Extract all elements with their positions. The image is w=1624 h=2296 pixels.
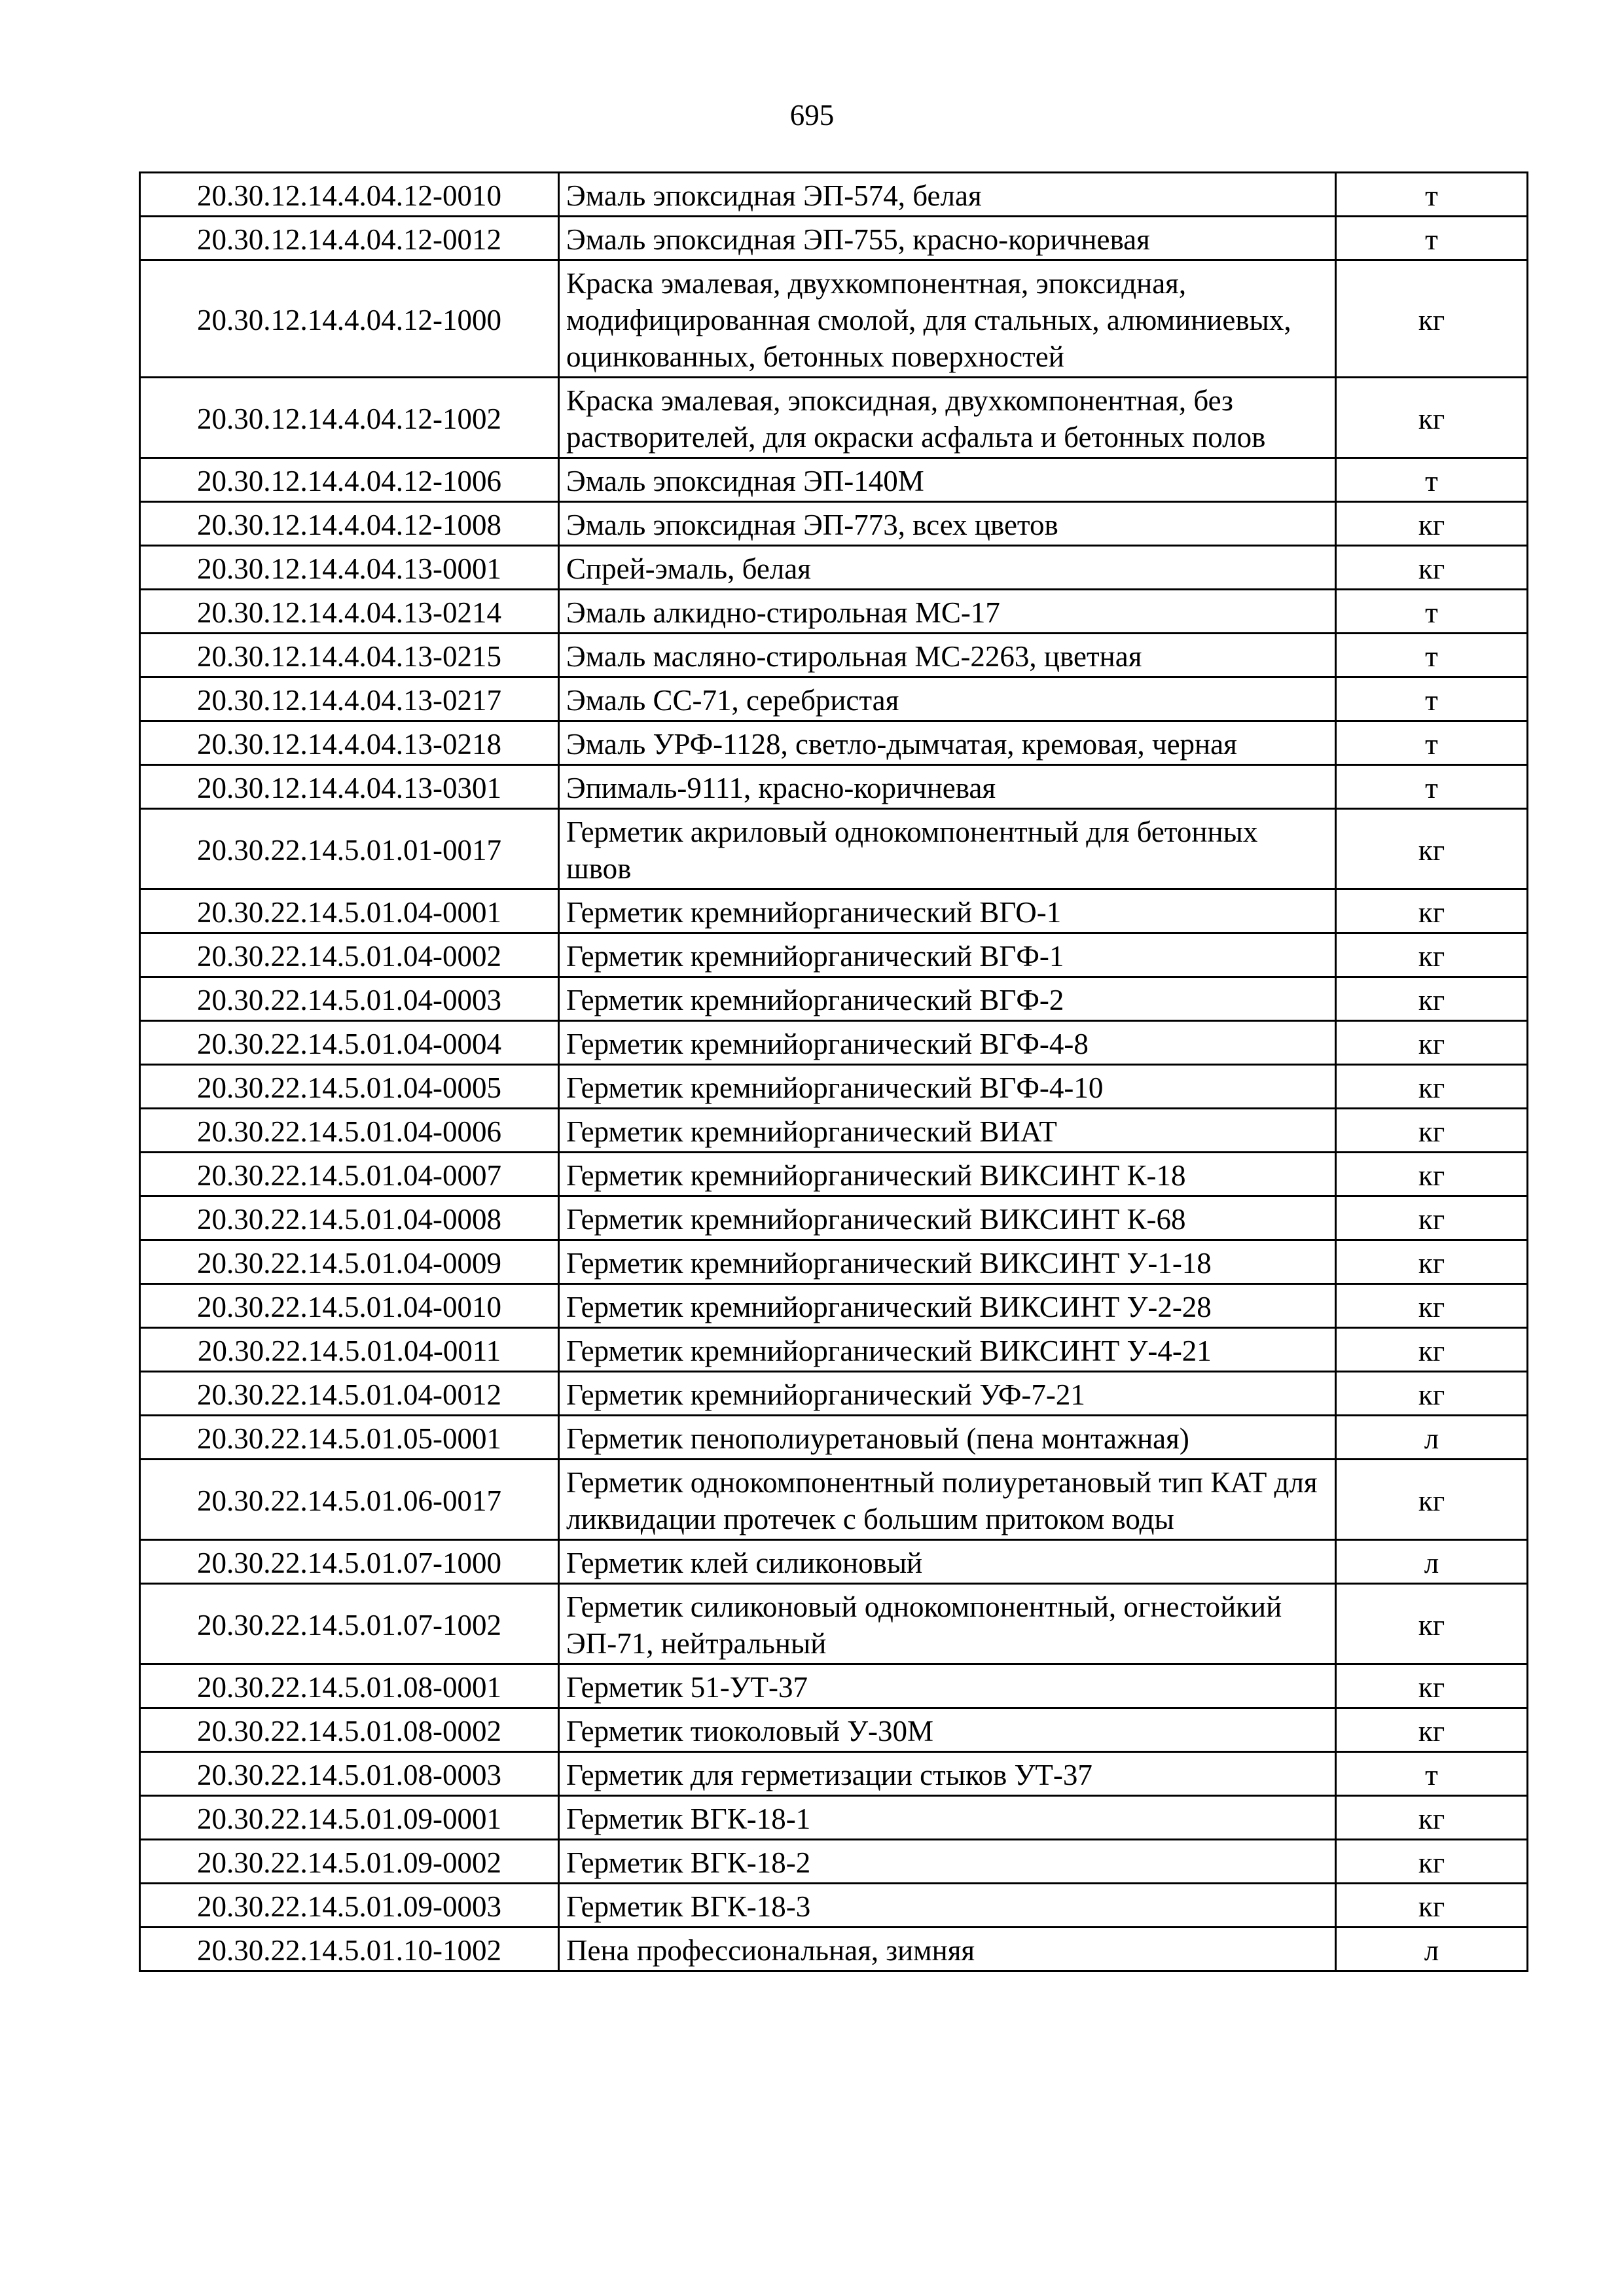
resource-code-cell: 20.30.22.14.5.01.06-0017 xyxy=(140,1460,559,1540)
resource-name-cell: Герметик кремнийорганический ВГФ-4-10 xyxy=(559,1065,1336,1109)
resource-code-cell: 20.30.12.14.4.04.12-0012 xyxy=(140,217,559,260)
resource-code-cell: 20.30.12.14.4.04.12-1006 xyxy=(140,458,559,502)
resource-code-cell: 20.30.22.14.5.01.09-0003 xyxy=(140,1884,559,1928)
table-row xyxy=(140,1109,1528,1153)
resource-name-cell: Пена профессиональная, зимняя xyxy=(559,1928,1336,1971)
unit-cell: кг xyxy=(1336,1284,1528,1328)
table-row xyxy=(140,1708,1528,1752)
table-row xyxy=(140,1796,1528,1840)
table-row xyxy=(140,1328,1528,1372)
resource-code-cell: 20.30.22.14.5.01.04-0001 xyxy=(140,889,559,933)
table-row xyxy=(140,1416,1528,1460)
resource-name-cell: Герметик ВГК-18-1 xyxy=(559,1796,1336,1840)
resource-name-cell: Герметик кремнийорганический ВИКСИНТ У-1-18 xyxy=(559,1240,1336,1284)
unit-cell: т xyxy=(1336,217,1528,260)
resource-name-cell: Эмаль эпоксидная ЭП-773, всех цветов xyxy=(559,502,1336,546)
resource-name-cell: Эмаль СС-71, серебристая xyxy=(559,677,1336,721)
resource-code-cell: 20.30.12.14.4.04.13-0214 xyxy=(140,590,559,634)
unit-cell: т xyxy=(1336,634,1528,677)
unit-cell: кг xyxy=(1336,1109,1528,1153)
resource-code-cell: 20.30.22.14.5.01.04-0009 xyxy=(140,1240,559,1284)
table-row xyxy=(140,677,1528,721)
resource-code-cell: 20.30.12.14.4.04.12-1008 xyxy=(140,502,559,546)
table-row xyxy=(140,1584,1528,1664)
table-row xyxy=(140,634,1528,677)
unit-cell: кг xyxy=(1336,1840,1528,1884)
resource-name-cell: Герметик силиконовый однокомпонентный, огнестойкий ЭП-71, нейтральный xyxy=(559,1584,1336,1664)
resource-name-cell: Краска эмалевая, эпоксидная, двухкомпонентная, без растворителей, для окраски асфальта и бетонных полов xyxy=(559,378,1336,458)
unit-cell: т xyxy=(1336,173,1528,217)
resource-name-cell: Герметик кремнийорганический ВИКСИНТ У-2-28 xyxy=(559,1284,1336,1328)
resource-code-cell: 20.30.22.14.5.01.08-0003 xyxy=(140,1752,559,1796)
resource-name-cell: Герметик пенополиуретановый (пена монтажная) xyxy=(559,1416,1336,1460)
table-row xyxy=(140,546,1528,590)
unit-cell: кг xyxy=(1336,1708,1528,1752)
table-row xyxy=(140,809,1528,889)
resource-name-cell: Эмаль эпоксидная ЭП-755, красно-коричневая xyxy=(559,217,1336,260)
resource-name-cell: Герметик кремнийорганический УФ-7-21 xyxy=(559,1372,1336,1416)
resource-table xyxy=(139,171,1528,1972)
table-row xyxy=(140,1540,1528,1584)
unit-cell: т xyxy=(1336,590,1528,634)
table-row xyxy=(140,458,1528,502)
table-row xyxy=(140,1153,1528,1196)
table-row xyxy=(140,1752,1528,1796)
unit-cell: кг xyxy=(1336,1460,1528,1540)
unit-cell: кг xyxy=(1336,1372,1528,1416)
resource-name-cell: Герметик кремнийорганический ВИКСИНТ К-68 xyxy=(559,1196,1336,1240)
page-number: 695 xyxy=(789,99,835,132)
unit-cell: кг xyxy=(1336,1240,1528,1284)
resource-name-cell: Герметик ВГК-18-3 xyxy=(559,1884,1336,1928)
resource-name-cell: Краска эмалевая, двухкомпонентная, эпоксидная, модифицированная смолой, для стальных, алюминиевых, оцинкованных, бетонных поверхностей xyxy=(559,260,1336,378)
resource-name-cell: Герметик кремнийорганический ВИАТ xyxy=(559,1109,1336,1153)
resource-code-cell: 20.30.12.14.4.04.12-1000 xyxy=(140,260,559,378)
table-row xyxy=(140,217,1528,260)
table-row xyxy=(140,590,1528,634)
unit-cell: кг xyxy=(1336,977,1528,1021)
resource-code-cell: 20.30.22.14.5.01.04-0012 xyxy=(140,1372,559,1416)
table-row xyxy=(140,260,1528,378)
resource-name-cell: Герметик 51-УТ-37 xyxy=(559,1664,1336,1708)
resource-name-cell: Герметик кремнийорганический ВГО-1 xyxy=(559,889,1336,933)
table-row xyxy=(140,721,1528,765)
resource-name-cell: Герметик кремнийорганический ВГФ-4-8 xyxy=(559,1021,1336,1065)
resource-name-cell: Эмаль эпоксидная ЭП-574, белая xyxy=(559,173,1336,217)
table-row xyxy=(140,889,1528,933)
resource-name-cell: Герметик для герметизации стыков УТ-37 xyxy=(559,1752,1336,1796)
table-row xyxy=(140,1664,1528,1708)
unit-cell: кг xyxy=(1336,1328,1528,1372)
unit-cell: кг xyxy=(1336,1584,1528,1664)
resource-code-cell: 20.30.22.14.5.01.04-0005 xyxy=(140,1065,559,1109)
resource-code-cell: 20.30.22.14.5.01.04-0011 xyxy=(140,1328,559,1372)
resource-name-cell: Герметик кремнийорганический ВИКСИНТ У-4-21 xyxy=(559,1328,1336,1372)
resource-name-cell: Эмаль алкидно-стирольная МС-17 xyxy=(559,590,1336,634)
table-row xyxy=(140,1372,1528,1416)
unit-cell: т xyxy=(1336,1752,1528,1796)
unit-cell: кг xyxy=(1336,1021,1528,1065)
resource-name-cell: Герметик кремнийорганический ВГФ-1 xyxy=(559,933,1336,977)
table-row xyxy=(140,1460,1528,1540)
unit-cell: кг xyxy=(1336,933,1528,977)
unit-cell: кг xyxy=(1336,546,1528,590)
table-row xyxy=(140,1884,1528,1928)
resource-code-cell: 20.30.22.14.5.01.05-0001 xyxy=(140,1416,559,1460)
table-row xyxy=(140,1021,1528,1065)
resource-name-cell: Спрей-эмаль, белая xyxy=(559,546,1336,590)
resource-name-cell: Герметик кремнийорганический ВИКСИНТ К-18 xyxy=(559,1153,1336,1196)
unit-cell: кг xyxy=(1336,260,1528,378)
resource-code-cell: 20.30.22.14.5.01.08-0002 xyxy=(140,1708,559,1752)
resource-code-cell: 20.30.22.14.5.01.09-0001 xyxy=(140,1796,559,1840)
resource-code-cell: 20.30.22.14.5.01.10-1002 xyxy=(140,1928,559,1971)
unit-cell: кг xyxy=(1336,889,1528,933)
resource-code-cell: 20.30.12.14.4.04.12-1002 xyxy=(140,378,559,458)
unit-cell: т xyxy=(1336,721,1528,765)
resource-code-cell: 20.30.22.14.5.01.04-0003 xyxy=(140,977,559,1021)
resource-code-cell: 20.30.12.14.4.04.13-0218 xyxy=(140,721,559,765)
resource-code-cell: 20.30.12.14.4.04.13-0301 xyxy=(140,765,559,809)
resource-code-cell: 20.30.22.14.5.01.08-0001 xyxy=(140,1664,559,1708)
resource-code-cell: 20.30.22.14.5.01.04-0004 xyxy=(140,1021,559,1065)
unit-cell: кг xyxy=(1336,1153,1528,1196)
unit-cell: т xyxy=(1336,458,1528,502)
table-row xyxy=(140,933,1528,977)
table-row xyxy=(140,378,1528,458)
resource-code-cell: 20.30.22.14.5.01.07-1000 xyxy=(140,1540,559,1584)
unit-cell: кг xyxy=(1336,809,1528,889)
resource-code-cell: 20.30.22.14.5.01.04-0010 xyxy=(140,1284,559,1328)
table-row xyxy=(140,977,1528,1021)
unit-cell: т xyxy=(1336,677,1528,721)
table-body xyxy=(140,173,1528,1971)
unit-cell: л xyxy=(1336,1540,1528,1584)
resource-code-cell: 20.30.12.14.4.04.13-0217 xyxy=(140,677,559,721)
table-row xyxy=(140,502,1528,546)
resource-name-cell: Герметик тиоколовый У-30М xyxy=(559,1708,1336,1752)
unit-cell: кг xyxy=(1336,502,1528,546)
table-row xyxy=(140,1840,1528,1884)
resource-code-cell: 20.30.22.14.5.01.04-0002 xyxy=(140,933,559,977)
unit-cell: л xyxy=(1336,1416,1528,1460)
resource-name-cell: Герметик ВГК-18-2 xyxy=(559,1840,1336,1884)
resource-code-cell: 20.30.12.14.4.04.12-0010 xyxy=(140,173,559,217)
resource-code-cell: 20.30.22.14.5.01.04-0008 xyxy=(140,1196,559,1240)
resource-name-cell: Герметик кремнийорганический ВГФ-2 xyxy=(559,977,1336,1021)
table-row xyxy=(140,1284,1528,1328)
resource-name-cell: Эмаль УРФ-1128, светло-дымчатая, кремовая, черная xyxy=(559,721,1336,765)
table-row xyxy=(140,1065,1528,1109)
unit-cell: кг xyxy=(1336,1065,1528,1109)
table-row xyxy=(140,765,1528,809)
unit-cell: кг xyxy=(1336,378,1528,458)
resource-code-cell: 20.30.22.14.5.01.09-0002 xyxy=(140,1840,559,1884)
unit-cell: т xyxy=(1336,765,1528,809)
table-row xyxy=(140,1196,1528,1240)
table-row xyxy=(140,1240,1528,1284)
resource-name-cell: Эмаль эпоксидная ЭП-140М xyxy=(559,458,1336,502)
resource-name-cell: Герметик акриловый однокомпонентный для бетонных швов xyxy=(559,809,1336,889)
unit-cell: кг xyxy=(1336,1884,1528,1928)
resource-name-cell: Эпималь-9111, красно-коричневая xyxy=(559,765,1336,809)
unit-cell: кг xyxy=(1336,1196,1528,1240)
resource-name-cell: Герметик клей силиконовый xyxy=(559,1540,1336,1584)
resource-code-cell: 20.30.22.14.5.01.04-0006 xyxy=(140,1109,559,1153)
resource-code-cell: 20.30.12.14.4.04.13-0001 xyxy=(140,546,559,590)
unit-cell: кг xyxy=(1336,1664,1528,1708)
resource-code-cell: 20.30.22.14.5.01.04-0007 xyxy=(140,1153,559,1196)
resource-code-cell: 20.30.22.14.5.01.07-1002 xyxy=(140,1584,559,1664)
unit-cell: кг xyxy=(1336,1796,1528,1840)
resource-code-cell: 20.30.22.14.5.01.01-0017 xyxy=(140,809,559,889)
unit-cell: л xyxy=(1336,1928,1528,1971)
resource-code-cell: 20.30.12.14.4.04.13-0215 xyxy=(140,634,559,677)
resource-name-cell: Герметик однокомпонентный полиуретановый тип КАТ для ликвидации протечек с большим притоком воды xyxy=(559,1460,1336,1540)
table-row xyxy=(140,1928,1528,1971)
resource-name-cell: Эмаль масляно-стирольная МС-2263, цветная xyxy=(559,634,1336,677)
table-row xyxy=(140,173,1528,217)
